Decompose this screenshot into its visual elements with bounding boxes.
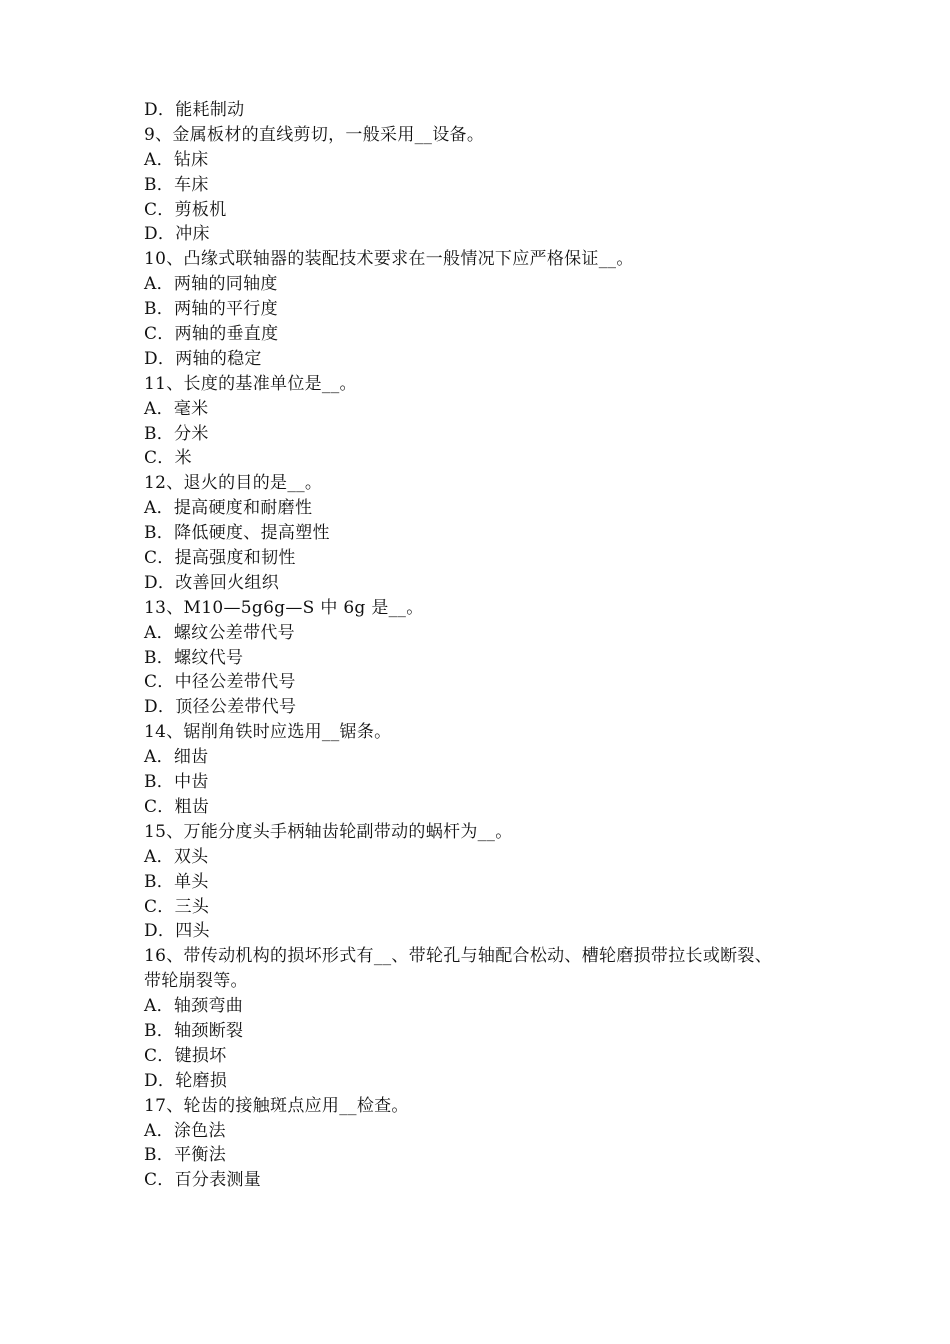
option-line: A．毫米	[144, 398, 209, 419]
option-line: B．车床	[144, 174, 209, 195]
option-line: D．轮磨损	[144, 1070, 228, 1091]
option-line: C．粗齿	[144, 796, 210, 817]
question-13: 13、M10—5g6g—S 中 6g 是__。	[144, 597, 424, 618]
option-line: B．分米	[144, 423, 209, 444]
question-11: 11、长度的基准单位是__。	[144, 373, 357, 394]
option-line: A．提高硬度和耐磨性	[144, 498, 313, 519]
question-15: 15、万能分度头手柄轴齿轮副带动的蜗杆为__。	[144, 821, 513, 842]
option-line: A．双头	[144, 846, 209, 867]
option-line: C．中径公差带代号	[144, 672, 296, 693]
option-line: C．米	[144, 448, 192, 469]
option-line: C．剪板机	[144, 199, 227, 220]
question-16: 16、带传动机构的损坏形式有__、带轮孔与轴配合松动、槽轮磨损带拉长或断裂、	[144, 946, 773, 967]
option-line: A．钻床	[144, 149, 209, 170]
option-line: A．螺纹公差带代号	[144, 622, 295, 643]
document-body	[144, 98, 824, 1193]
option-line: C．三头	[144, 896, 210, 917]
option-line: B．平衡法	[144, 1145, 226, 1166]
option-line: B．单头	[144, 871, 209, 892]
option-line: B．中齿	[144, 772, 209, 793]
question-17: 17、轮齿的接触斑点应用__检查。	[144, 1095, 409, 1116]
option-line: C．键损坏	[144, 1045, 227, 1066]
option-line: A．细齿	[144, 747, 209, 768]
option-line: C．提高强度和韧性	[144, 548, 296, 569]
text-line: D．能耗制动	[144, 100, 245, 120]
question-10: 10、凸缘式联轴器的装配技术要求在一般情况下应严格保证__。	[144, 249, 634, 270]
question-16-continued: 带轮崩裂等。	[144, 971, 248, 992]
option-line: B．两轴的平行度	[144, 299, 278, 320]
option-line: D．顶径公差带代号	[144, 697, 297, 718]
option-line: D．两轴的稳定	[144, 348, 262, 369]
option-line: A．涂色法	[144, 1120, 226, 1141]
question-9: 9、金属板材的直线剪切，一般采用__设备。	[144, 124, 485, 145]
option-line: A．两轴的同轴度	[144, 274, 278, 295]
option-line: B．降低硬度、提高塑性	[144, 523, 330, 544]
option-line: C．百分表测量	[144, 1170, 262, 1191]
option-line: C．两轴的垂直度	[144, 324, 279, 345]
question-12: 12、退火的目的是__。	[144, 473, 323, 494]
question-14: 14、锯削角铁时应选用__锯条。	[144, 722, 392, 743]
option-line: D．四头	[144, 921, 210, 942]
option-line: B．轴颈断裂	[144, 1020, 244, 1041]
option-line: A．轴颈弯曲	[144, 996, 244, 1017]
option-line: B．螺纹代号	[144, 647, 244, 668]
option-line: D．改善回火组织	[144, 572, 280, 593]
option-line: D．冲床	[144, 224, 210, 245]
